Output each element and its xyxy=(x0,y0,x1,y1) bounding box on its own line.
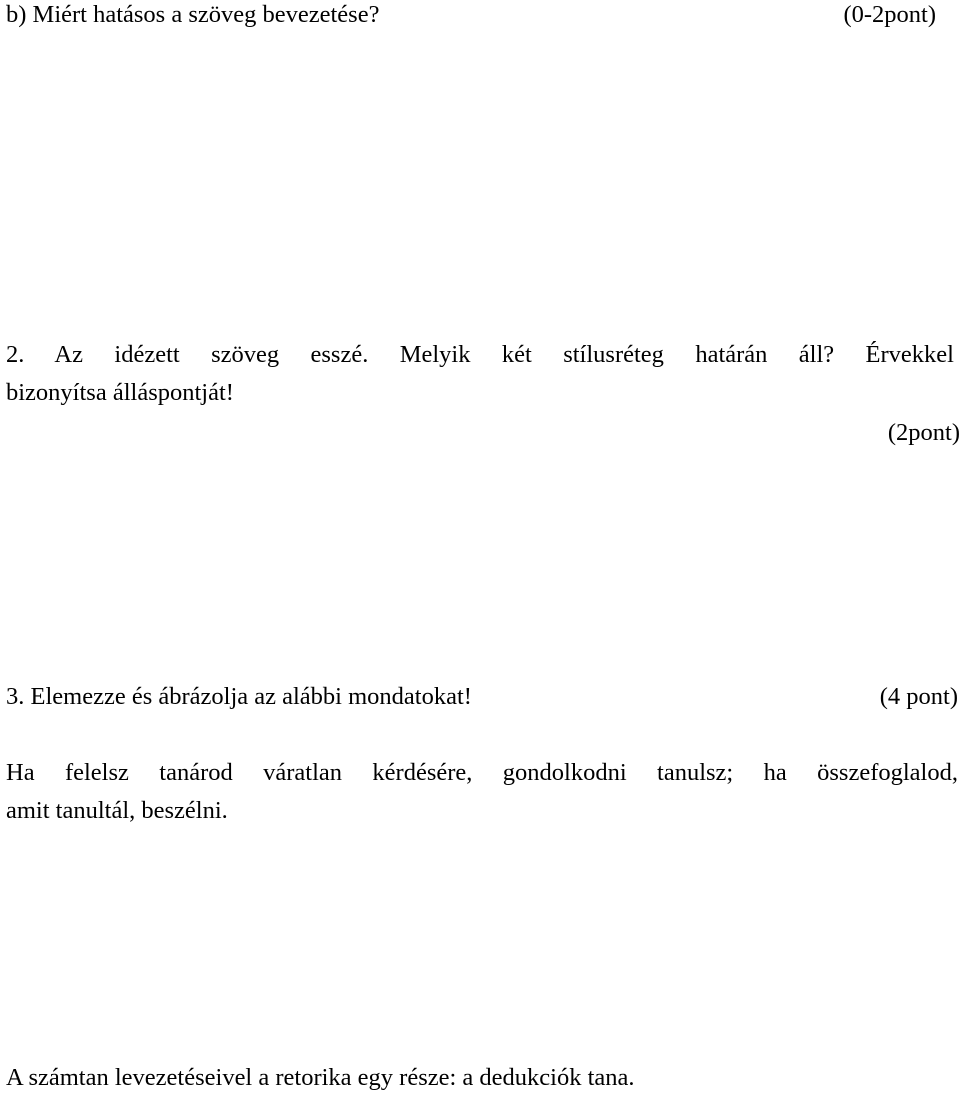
sentence-1-line-1: Ha felelsz tanárod váratlan kérdésére, gondolkodni tanulsz; ha összefoglalod, xyxy=(6,759,958,786)
question-2-line-2: bizonyítsa álláspontját! xyxy=(6,379,234,406)
sentence-2: A számtan levezetéseivel a retorika egy része: a dedukciók tana. xyxy=(6,1064,635,1091)
question-2-line-1: 2. Az idézett szöveg esszé. Melyik két stílusréteg határán áll? Érvekkel xyxy=(6,341,954,368)
question-2-points: (2pont) xyxy=(887,419,960,446)
question-3-text: 3. Elemezze és ábrázolja az alábbi mondatokat! xyxy=(6,683,472,710)
question-1b-points: (0-2pont) xyxy=(843,1,936,28)
question-3-points: (4 pont) xyxy=(879,683,958,710)
sentence-1-line-2: amit tanultál, beszélni. xyxy=(6,797,228,824)
question-1b-text: b) Miért hatásos a szöveg bevezetése? xyxy=(6,1,380,28)
